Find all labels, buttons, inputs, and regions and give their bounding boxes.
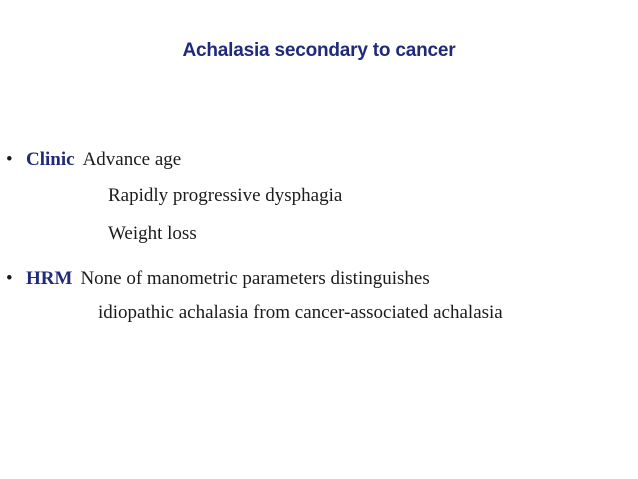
hrm-line-1: None of manometric parameters distinguishes <box>80 268 430 289</box>
bullet-hrm <box>6 268 430 290</box>
bullet-marker: • <box>6 268 13 289</box>
clinic-line-3: Weight loss <box>108 223 197 244</box>
clinic-line-2: Rapidly progressive dysphagia <box>108 185 343 206</box>
bullet-clinic <box>6 149 181 171</box>
bullet-marker: • <box>6 149 13 170</box>
clinic-line-1: Advance age <box>82 149 182 170</box>
slide-title: Achalasia secondary to cancer <box>182 40 456 61</box>
bullet-label-clinic: Clinic <box>26 149 75 170</box>
hrm-line-2: idiopathic achalasia from cancer-associated achalasia <box>98 302 503 323</box>
bullet-label-hrm: HRM <box>26 268 73 289</box>
